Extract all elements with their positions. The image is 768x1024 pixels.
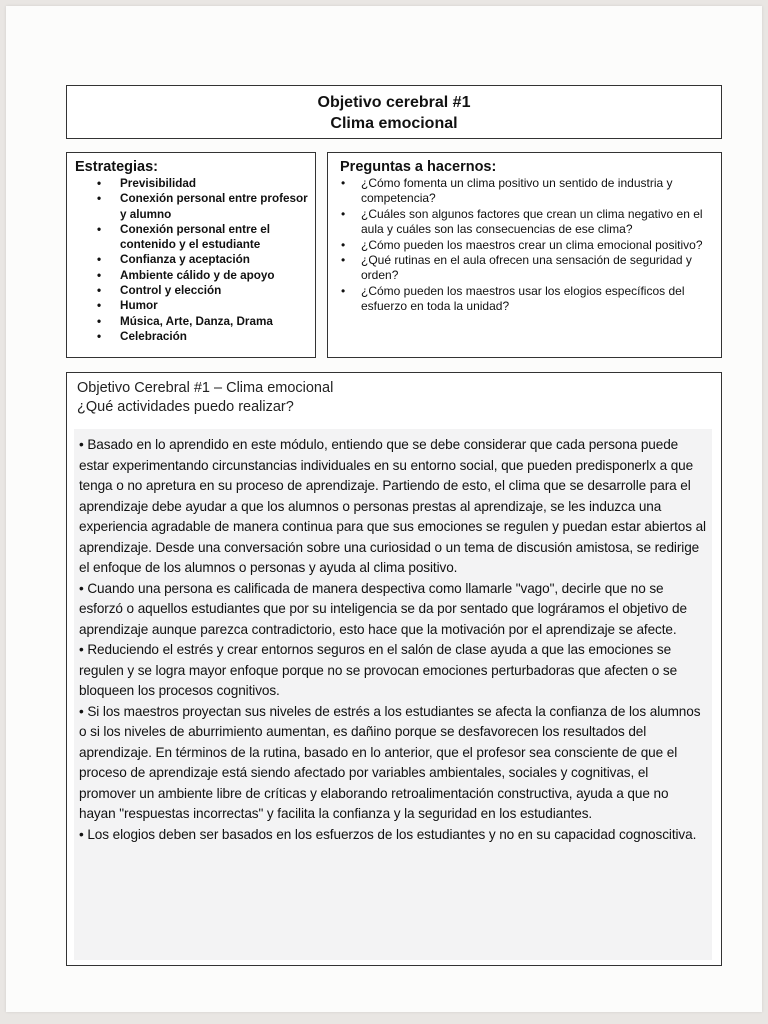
bullet-icon: • [97, 177, 102, 190]
strategy-item [75, 252, 315, 267]
question-text: ¿Cómo pueden los maestros usar los elogios específicos del esfuerzo en toda la unidad? [361, 283, 685, 314]
strategy-item [75, 268, 315, 283]
strategies-box [66, 152, 316, 358]
question-item [340, 284, 721, 315]
answer-paragraph: • Los elogios deben ser basados en los esfuerzos de los estudiantes y no en su capacidad cognoscitiva. [79, 826, 697, 842]
question-item [340, 253, 721, 284]
answer-paragraph: • Si los maestros proyectan sus niveles de estrés a los estudiantes se afecta la confianza de los alumnos o si los niveles de aburrimiento aumentan, es dañino porque se desfavorecen los resultados del aprendizaje. En términos de la rutina, basado en lo anterior, que el profesor sea consciente de que el proceso de aprendizaje está siendo afectado por variables ambientales, sociales y cognitivas, el promover un ambiente libre de críticas y elaborando retroalimentación constructiva, ayuda a que no hayan "respuestas incorrectas" y facilita la confianza y la seguridad en los estudiantes. [79, 703, 701, 821]
bullet-icon: • [97, 268, 102, 282]
title-line-1: Objetivo cerebral #1 [317, 94, 471, 111]
bullet-icon: • [341, 253, 346, 268]
strategy-item [75, 329, 315, 344]
bullet-icon: • [341, 176, 346, 190]
strategies-list [75, 176, 315, 344]
strategy-label: Control y elección [120, 284, 222, 298]
bullet-icon: • [341, 237, 346, 252]
strategy-item [75, 314, 315, 329]
bullet-icon: • [97, 284, 102, 298]
strategy-label: Confianza y aceptación [120, 253, 250, 267]
question-text: ¿Cómo pueden los maestros crear un clima emocional positivo? [361, 237, 703, 252]
bullet-icon: • [97, 192, 102, 206]
answer-paragraph: • Cuando una persona es calificada de manera despectiva como llamarle "vago", decirle que no se esforzó o aquellos estudiantes que por su inteligencia se da por sentado que lográramos el objetivo de aprendizaje aunque parezca contradictorio, esto hace que la motivación por el aprendizaje se afecte. [79, 580, 687, 637]
strategy-label: Celebración [120, 329, 187, 343]
bullet-icon: • [97, 253, 102, 267]
title-box [66, 85, 722, 139]
strategy-item [75, 222, 315, 253]
strategy-label: Conexión personal entre el contenido y el estudiante [120, 222, 271, 252]
strategy-label: Ambiente cálido y de apoyo [120, 268, 275, 282]
question-text: ¿Cómo fomenta un clima positivo un sentido de industria y competencia? [361, 176, 673, 206]
strategy-label: Música, Arte, Danza, Drama [120, 314, 273, 328]
questions-list [340, 176, 721, 315]
activities-box [66, 372, 722, 966]
strategy-label: Previsibilidad [120, 177, 196, 190]
question-item [340, 207, 721, 238]
question-item [340, 238, 721, 253]
questions-heading: Preguntas a hacernos: [340, 159, 497, 175]
bullet-icon: • [97, 329, 102, 343]
answer-paragraph: • Basado en lo aprendido en este módulo, entiendo que se debe considerar que cada persona puede estar experimentando circunstancias individuales en su entorno social, que pueden predisponerlx a que tenga o no apretura en su proceso de aprendizaje. Partiendo de esto, el clima que se desarrolle para el aprendizaje debe ayudar a que los alumnos o personas prestas al aprendizaje, se les induzca una experiencia agradable de manera continua para que sus emociones se regulen y puedan estar abiertos al aprendizaje. Desde una conversación sobre una curiosidad o un tema de discusión amistosa, se redirige el enfoque de los alumnos o personas y ayuda al clima positivo. [79, 437, 706, 575]
strategy-item [75, 176, 315, 191]
activities-title: Objetivo Cerebral #1 – Clima emocional [77, 380, 334, 396]
strategy-label: Humor [120, 299, 158, 313]
strategy-item [75, 191, 315, 222]
strategy-label: Conexión personal entre profesor y alumno [120, 192, 308, 221]
activities-subtitle: ¿Qué actividades puedo realizar? [77, 399, 294, 415]
title-line-2: Clima emocional [330, 115, 458, 132]
question-item [340, 176, 721, 207]
strategies-heading: Estrategias: [75, 159, 159, 175]
question-text: ¿Cuáles son algunos factores que crean un clima negativo en el aula y cuáles son las consecuencias de ese clima? [361, 206, 703, 237]
bullet-icon: • [97, 222, 102, 236]
strategy-item [75, 283, 315, 298]
bullet-icon: • [97, 299, 102, 313]
questions-box [327, 152, 722, 358]
question-text: ¿Qué rutinas en el aula ofrecen una sensación de seguridad y orden? [361, 253, 692, 283]
strategy-item [75, 298, 315, 313]
document-page [6, 6, 762, 1012]
activities-answer-text [74, 429, 712, 960]
answer-paragraph: • Reduciendo el estrés y crear entornos seguros en el salón de clase ayuda a que las emociones se regulen y se logra mayor enfoque porque no se provocan emociones perturbadoras que afecten o se bloqueen los procesos cognitivos. [79, 642, 678, 698]
bullet-icon: • [341, 206, 346, 221]
bullet-icon: • [97, 314, 102, 328]
bullet-icon: • [341, 283, 346, 298]
